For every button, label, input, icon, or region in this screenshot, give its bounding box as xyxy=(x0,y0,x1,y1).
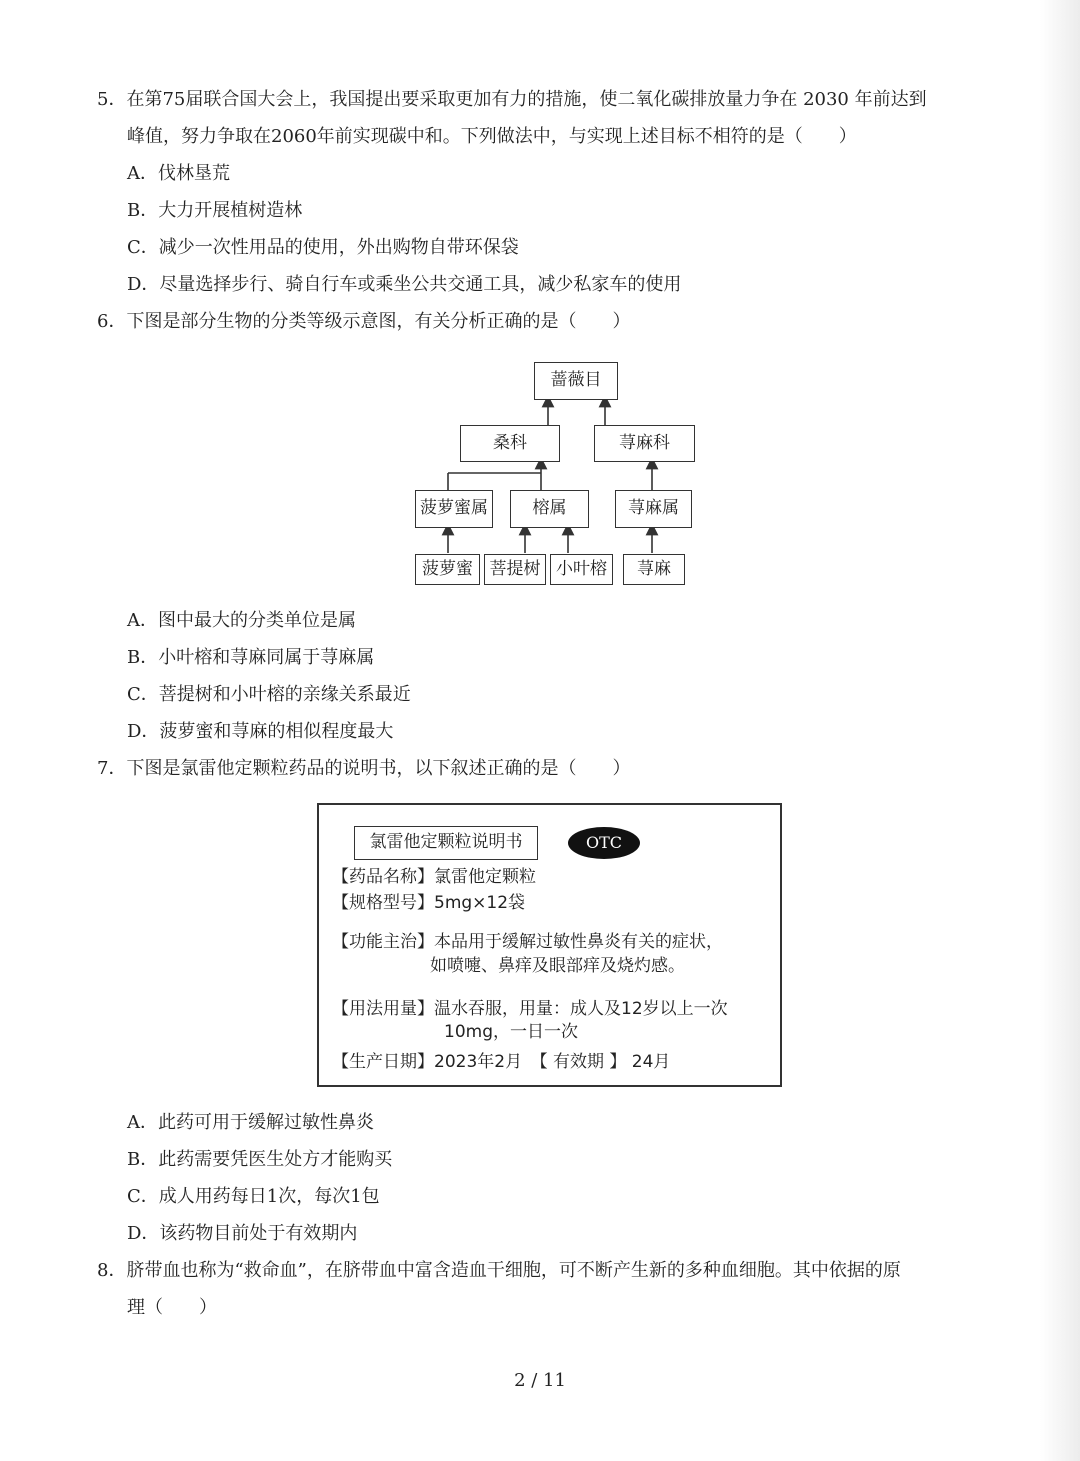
leaflet-spec: 【规格型号】5mg×12袋 xyxy=(332,893,526,913)
otc-badge: OTC xyxy=(568,827,640,859)
q8-stem-line1: 8．脐带血也称为“救命血”，在脐带血中富含造血干细胞，可不断产生新的多种血细胞。其中依据的原 xyxy=(97,1260,901,1281)
q7-option-c: C．成人用药每日1次，每次1包 xyxy=(127,1186,380,1207)
q7-stem: 7．下图是氯雷他定颗粒药品的说明书，以下叙述正确的是（ ） xyxy=(97,758,631,779)
page-edge-shadow xyxy=(1040,0,1080,1461)
node-family-moraceae: 桑科 xyxy=(460,425,560,462)
q5-stem-line2: 峰值，努力争取在2060年前实现碳中和。下列做法中，与实现上述目标不相符的是（ ） xyxy=(127,126,857,147)
leaflet-usage-line1: 【用法用量】温水吞服，用量：成人及12岁以上一次 xyxy=(332,999,728,1019)
q7-option-d: D．该药物目前处于有效期内 xyxy=(127,1223,358,1244)
page-number: 2 / 11 xyxy=(514,1370,566,1391)
q6-option-c: C．菩提树和小叶榕的亲缘关系最近 xyxy=(127,684,411,705)
leaflet-usage-line2: 10mg，一日一次 xyxy=(444,1022,578,1042)
q8-stem-line2: 理（ ） xyxy=(127,1297,217,1318)
q5-option-b: B．大力开展植树造林 xyxy=(127,200,303,221)
q5-stem-line1: 5．在第75届联合国大会上，我国提出要采取更加有力的措施，使二氧化碳排放量力争在 2030 年前达到 xyxy=(97,89,927,110)
node-genus-artocarpus: 菠萝蜜属 xyxy=(415,490,493,528)
node-order: 蔷薇目 xyxy=(534,362,618,400)
q6-option-a: A．图中最大的分类单位是属 xyxy=(127,610,356,631)
leaflet-title: 氯雷他定颗粒说明书 xyxy=(354,826,538,860)
q5-option-a: A．伐林垦荒 xyxy=(127,163,230,184)
q7-option-b: B．此药需要凭医生处方才能购买 xyxy=(127,1149,393,1170)
classification-diagram xyxy=(405,355,705,595)
q7-option-a: A．此药可用于缓解过敏性鼻炎 xyxy=(127,1112,374,1133)
leaflet-function-line1: 【功能主治】本品用于缓解过敏性鼻炎有关的症状， xyxy=(332,932,723,952)
q6-option-d: D．菠萝蜜和荨麻的相似程度最大 xyxy=(127,721,394,742)
node-genus-urtica: 荨麻属 xyxy=(615,490,692,528)
node-genus-ficus: 榕属 xyxy=(510,490,589,528)
node-species-jackfruit: 菠萝蜜 xyxy=(415,554,480,585)
leaflet-drug-name: 【药品名称】氯雷他定颗粒 xyxy=(332,867,536,887)
q6-option-b: B．小叶榕和荨麻同属于荨麻属 xyxy=(127,647,375,668)
node-species-nettle: 荨麻 xyxy=(623,554,685,585)
q5-option-d: D．尽量选择步行、骑自行车或乘坐公共交通工具，减少私家车的使用 xyxy=(127,274,682,295)
leaflet-date-expiry: 【生产日期】2023年2月 【 有效期 】 24月 xyxy=(332,1052,671,1072)
node-family-urticaceae: 荨麻科 xyxy=(594,425,695,462)
drug-leaflet xyxy=(317,803,782,1087)
node-species-bodhi-tree: 菩提树 xyxy=(484,554,546,585)
node-species-small-leaf-banyan: 小叶榕 xyxy=(550,554,613,585)
q5-option-c: C．减少一次性用品的使用，外出购物自带环保袋 xyxy=(127,237,519,258)
leaflet-function-line2: 如喷嚏、鼻痒及眼部痒及烧灼感。 xyxy=(430,956,685,976)
q6-stem: 6．下图是部分生物的分类等级示意图，有关分析正确的是（ ） xyxy=(97,311,631,332)
